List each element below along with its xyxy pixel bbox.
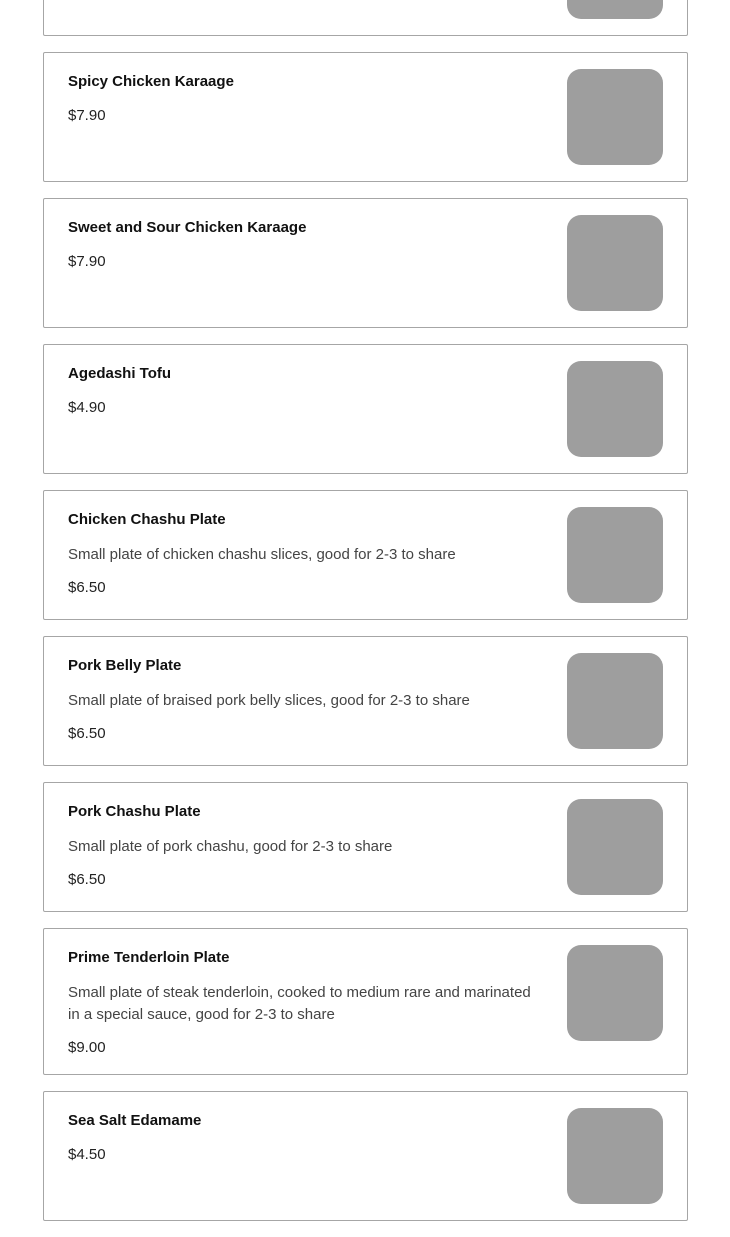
menu-item-price: $4.90	[68, 399, 106, 416]
menu-item-price: $6.50	[68, 579, 106, 596]
menu-item-text	[68, 69, 567, 126]
menu-item-list	[43, 0, 688, 1237]
menu-item-description: Small plate of pork chashu, good for 2-3 to share	[68, 838, 393, 855]
menu-item-image-placeholder[interactable]	[567, 1108, 663, 1204]
menu-item-card[interactable]	[43, 0, 688, 36]
menu-item-image-placeholder[interactable]	[567, 507, 663, 603]
menu-item-price: $9.00	[68, 1039, 106, 1056]
menu-item-text	[68, 361, 567, 418]
menu-item-card[interactable]	[43, 490, 688, 620]
menu-item-text	[68, 507, 567, 598]
menu-item-name: Spicy Chicken Karaage	[68, 73, 234, 90]
menu-item-text	[68, 215, 567, 272]
menu-item-description: Small plate of chicken chashu slices, good for 2-3 to share	[68, 546, 456, 563]
menu-item-image-placeholder[interactable]	[567, 799, 663, 895]
menu-item-text	[68, 799, 567, 890]
menu-item-card[interactable]	[43, 198, 688, 328]
menu-item-image-placeholder[interactable]	[567, 653, 663, 749]
menu-item-description: Small plate of braised pork belly slices, good for 2-3 to share	[68, 692, 470, 709]
menu-item-card[interactable]	[43, 636, 688, 766]
menu-item-image-placeholder[interactable]	[567, 215, 663, 311]
menu-item-name: Prime Tenderloin Plate	[68, 949, 230, 966]
menu-item-card[interactable]	[43, 1091, 688, 1221]
menu-item-card[interactable]	[43, 52, 688, 182]
menu-item-price: $7.90	[68, 253, 106, 270]
menu-item-description: Small plate of steak tenderloin, cooked to medium rare and marinated in a special sauce, good for 2-3 to share	[68, 984, 531, 1023]
menu-item-name: Pork Belly Plate	[68, 657, 182, 674]
menu-item-name: Pork Chashu Plate	[68, 803, 201, 820]
menu-item-name: Chicken Chashu Plate	[68, 511, 226, 528]
menu-item-text	[68, 1108, 567, 1165]
menu-item-price: $6.50	[68, 871, 106, 888]
menu-item-image-placeholder[interactable]	[567, 361, 663, 457]
menu-item-name: Sea Salt Edamame	[68, 1112, 202, 1129]
menu-item-image-placeholder[interactable]	[567, 69, 663, 165]
menu-item-card[interactable]	[43, 928, 688, 1075]
menu-item-price: $6.50	[68, 725, 106, 742]
menu-item-card[interactable]	[43, 344, 688, 474]
menu-item-price: $7.90	[68, 107, 106, 124]
menu-item-image-placeholder[interactable]	[567, 0, 663, 19]
menu-item-name: Sweet and Sour Chicken Karaage	[68, 219, 307, 236]
menu-item-text	[68, 945, 567, 1058]
menu-item-card[interactable]	[43, 782, 688, 912]
menu-item-image-placeholder[interactable]	[567, 945, 663, 1041]
menu-item-price: $4.50	[68, 1146, 106, 1163]
menu-item-name: Agedashi Tofu	[68, 365, 172, 382]
menu-item-text	[68, 653, 567, 744]
